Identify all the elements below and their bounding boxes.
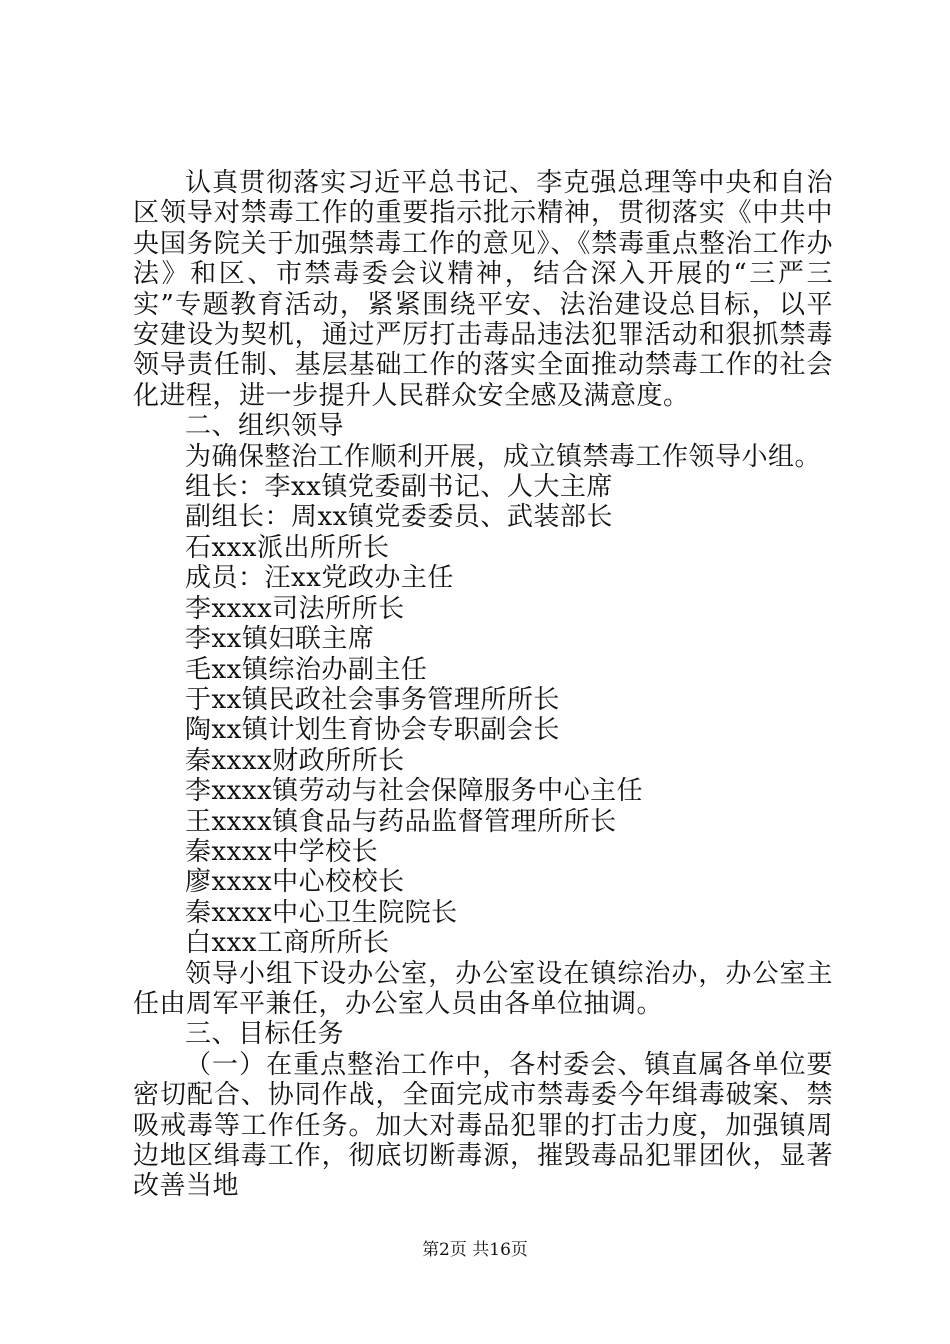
document-body xyxy=(133,168,833,1202)
member-line: 成员：汪xx党政办主任 xyxy=(185,563,454,594)
member-line: 廖xxxx中心校校长 xyxy=(185,867,405,898)
member-line: 石xxx派出所所长 xyxy=(185,532,390,563)
text-line: 为确保整治工作顺利开展，成立镇禁毒工作领导小组。 xyxy=(185,441,822,472)
member-line: 李xxxx司法所所长 xyxy=(185,593,405,624)
member-line: 陶xx镇计划生育协会专职副会长 xyxy=(185,715,560,746)
section-heading-goals: 三、目标任务 xyxy=(185,1019,345,1050)
intro-paragraph: 认真贯彻落实习近平总书记、李克强总理等中央和自治区领导对禁毒工作的重要指示批示精神，贯彻落实《中共中央国务院关于加强禁毒工作的意见》、《禁毒重点整治工作办法》和区、市禁毒委会议精神，结合深入开展的“三严三实”专题教育活动，紧紧围绕平安、法治建设总目标，以平安建设为契机，通过严厉打击毒品违法犯罪活动和狠抓禁毒领导责任制、基层基础工作的落实全面推动禁毒工作的社会化进程，进一步提升人民群众安全感及满意度。 xyxy=(133,168,833,411)
member-line: 秦xxxx财政所所长 xyxy=(185,745,405,776)
member-line: 白xxx工商所所长 xyxy=(185,928,390,959)
member-line: 秦xxxx中心卫生院院长 xyxy=(185,897,458,928)
member-line: 于xx镇民政社会事务管理所所长 xyxy=(185,684,560,715)
member-line: 副组长：周xx镇党委委员、武装部长 xyxy=(185,502,613,533)
member-line: 王xxxx镇食品与药品监督管理所所长 xyxy=(185,806,617,837)
section-heading-organization: 二、组织领导 xyxy=(185,411,345,442)
member-line: 秦xxxx中学校长 xyxy=(185,836,379,867)
office-paragraph: 领导小组下设办公室，办公室设在镇综治办，办公室主任由周军平兼任，办公室人员由各单位抽调。 xyxy=(133,958,833,1019)
member-line: 毛xx镇综治办副主任 xyxy=(185,654,428,685)
member-line: 组长：李xx镇党委副书记、人大主席 xyxy=(185,472,613,503)
member-line: 李xxxx镇劳动与社会保障服务中心主任 xyxy=(185,776,644,807)
page-number-footer: 第2页 共16页 xyxy=(422,1240,528,1260)
member-line: 李xx镇妇联主席 xyxy=(185,624,375,655)
goals-paragraph: （一）在重点整治工作中，各村委会、镇直属各单位要密切配合、协同作战，全面完成市禁毒委今年缉毒破案、禁吸戒毒等工作任务。加大对毒品犯罪的打击力度，加强镇周边地区缉毒工作，彻底切断毒源，摧毁毒品犯罪团伙，显著改善当地 xyxy=(133,1049,833,1202)
